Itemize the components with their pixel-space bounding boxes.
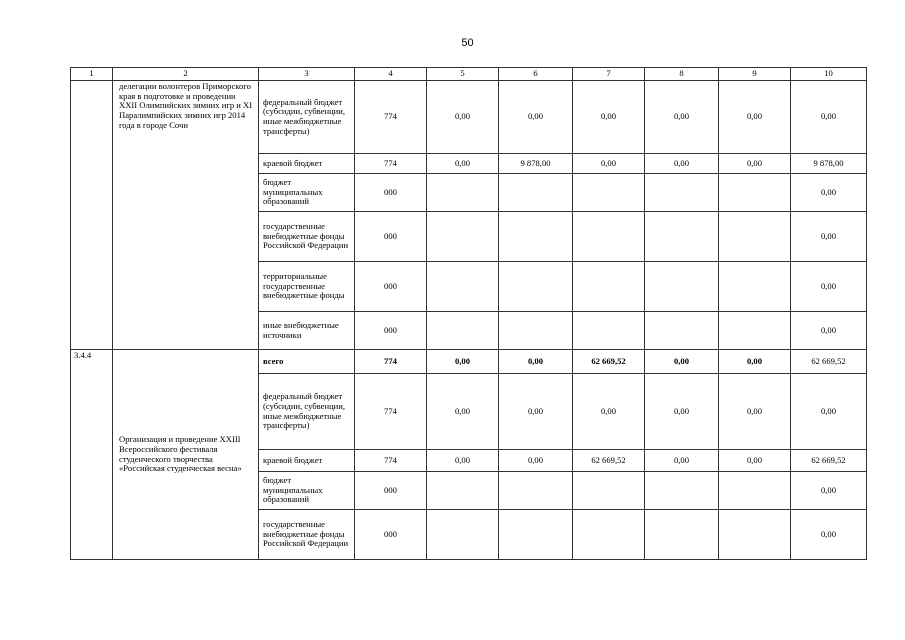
page-number: 50 [461,37,474,49]
value-cell: 0,00 [499,374,573,450]
section-number: 3.4.4 [71,350,113,560]
value-cell: 0,00 [791,174,867,212]
code-cell: 774 [355,374,427,450]
header-col-2: 2 [113,68,259,81]
value-cell: 0,00 [719,154,791,174]
value-cell: 62 669,52 [573,350,645,374]
value-cell: 62 669,52 [791,350,867,374]
value-cell: 0,00 [573,154,645,174]
value-cell: 9 878,00 [791,154,867,174]
value-cell: 0,00 [573,81,645,154]
value-cell: 62 669,52 [573,450,645,472]
section-b-name: Организация и проведение XXIII Всероссийского фестиваля студенческого творчества «Российская студенческая весна» [113,350,259,560]
value-cell [573,262,645,312]
header-row [71,68,867,81]
value-cell: 0,00 [645,350,719,374]
value-cell [499,312,573,350]
source-cell: федеральный бюджет (субсидии, субвенции, иные межбюджетные трансферты) [259,81,355,154]
value-cell [427,212,499,262]
code-cell: 000 [355,510,427,560]
header-col-8: 8 [645,68,719,81]
header-col-6: 6 [499,68,573,81]
value-cell [645,312,719,350]
header-col-3: 3 [259,68,355,81]
code-cell: 000 [355,174,427,212]
header-col-10: 10 [791,68,867,81]
value-cell [573,174,645,212]
value-cell [499,212,573,262]
value-cell: 0,00 [791,510,867,560]
value-cell [499,174,573,212]
code-cell: 774 [355,154,427,174]
source-cell: государственные внебюджетные фонды Российской Федерации [259,212,355,262]
value-cell [719,312,791,350]
source-cell: всего [259,350,355,374]
value-cell: 0,00 [427,81,499,154]
code-cell: 000 [355,262,427,312]
value-cell: 0,00 [427,450,499,472]
value-cell [427,312,499,350]
value-cell: 0,00 [427,350,499,374]
code-cell: 000 [355,312,427,350]
source-cell: бюджет муниципальных образований [259,174,355,212]
value-cell [645,510,719,560]
section-a-name: делегации волонтеров Приморского края в подготовке и проведении XXII Олимпийских зимних игр и XI Паралимпийских зимних игр 2014 года в городе Сочи [113,81,259,350]
value-cell: 0,00 [573,374,645,450]
value-cell: 0,00 [427,374,499,450]
value-cell [573,312,645,350]
source-cell: иные внебюджетные источники [259,312,355,350]
value-cell: 0,00 [791,472,867,510]
value-cell: 0,00 [791,374,867,450]
header-col-4: 4 [355,68,427,81]
value-cell: 0,00 [645,81,719,154]
value-cell [499,510,573,560]
source-cell: территориальные государственные внебюджетные фонды [259,262,355,312]
value-cell [719,174,791,212]
code-cell: 774 [355,350,427,374]
value-cell [427,472,499,510]
value-cell: 0,00 [645,374,719,450]
value-cell: 0,00 [499,81,573,154]
section-a-number-cell [71,81,113,350]
value-cell [573,510,645,560]
value-cell [719,262,791,312]
value-cell: 0,00 [791,312,867,350]
header-col-1: 1 [71,68,113,81]
source-cell: государственные внебюджетные фонды Российской Федерации [259,510,355,560]
value-cell: 0,00 [645,450,719,472]
value-cell [645,262,719,312]
value-cell: 0,00 [719,350,791,374]
code-cell: 000 [355,472,427,510]
value-cell [427,262,499,312]
budget-table [70,67,867,560]
value-cell: 0,00 [719,450,791,472]
value-cell: 62 669,52 [791,450,867,472]
table-row [71,81,867,154]
source-cell: краевой бюджет [259,154,355,174]
value-cell: 0,00 [791,262,867,312]
value-cell [427,510,499,560]
table-row [71,350,867,374]
value-cell [499,262,573,312]
value-cell [719,472,791,510]
value-cell: 9 878,00 [499,154,573,174]
value-cell: 0,00 [719,81,791,154]
value-cell: 0,00 [791,81,867,154]
value-cell: 0,00 [427,154,499,174]
source-cell: бюджет муниципальных образований [259,472,355,510]
value-cell: 0,00 [645,154,719,174]
value-cell: 0,00 [791,212,867,262]
value-cell: 0,00 [499,450,573,472]
value-cell [719,510,791,560]
source-cell: федеральный бюджет (субсидии, субвенции, иные межбюджетные трансферты) [259,374,355,450]
header-col-9: 9 [719,68,791,81]
header-col-5: 5 [427,68,499,81]
value-cell [645,212,719,262]
value-cell [645,174,719,212]
code-cell: 000 [355,212,427,262]
value-cell [427,174,499,212]
value-cell [719,212,791,262]
value-cell [573,212,645,262]
code-cell: 774 [355,450,427,472]
value-cell [573,472,645,510]
value-cell: 0,00 [719,374,791,450]
value-cell [499,472,573,510]
value-cell [645,472,719,510]
header-col-7: 7 [573,68,645,81]
code-cell: 774 [355,81,427,154]
source-cell: краевой бюджет [259,450,355,472]
value-cell: 0,00 [499,350,573,374]
